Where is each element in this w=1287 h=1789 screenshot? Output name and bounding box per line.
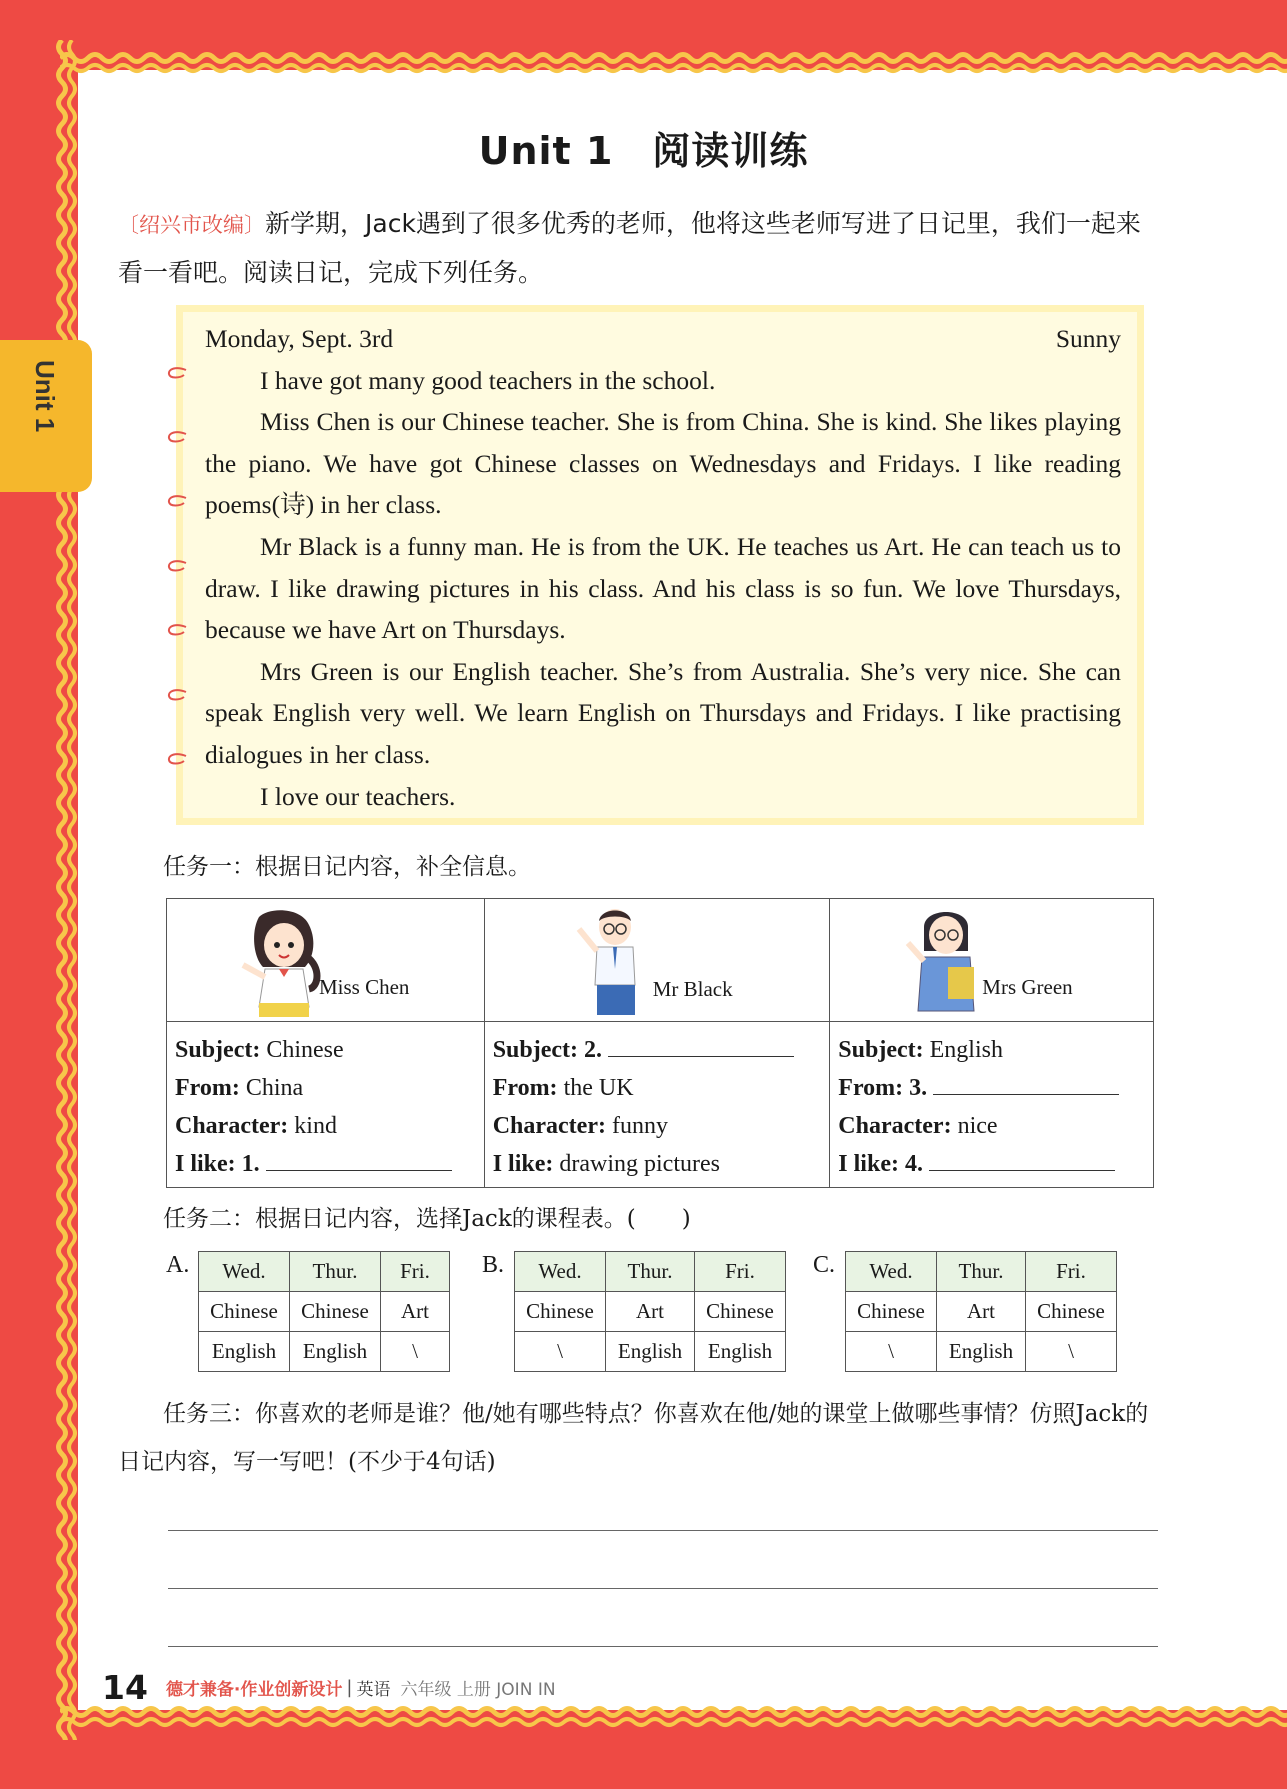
fact-label: Subject: bbox=[175, 1037, 261, 1063]
teacher-facts-cell bbox=[830, 1022, 1154, 1188]
footer-separator: | bbox=[346, 1677, 353, 1698]
fact-like bbox=[175, 1145, 476, 1183]
intro-text: 新学期，Jack遇到了很多优秀的老师，他将这些老师写进了日记里，我们一起来看一看吧。阅读日记，完成下列任务。 bbox=[118, 209, 1141, 287]
fact-label: Character: bbox=[838, 1113, 952, 1139]
option-c-table bbox=[845, 1251, 1117, 1372]
sched-cell: Art bbox=[381, 1292, 450, 1332]
fact-label: Character: bbox=[492, 1113, 606, 1139]
sched-cell: English bbox=[937, 1332, 1026, 1372]
sched-cell: \ bbox=[381, 1332, 450, 1372]
sched-header: Fri. bbox=[695, 1252, 786, 1292]
option-c-letter[interactable]: C. bbox=[813, 1252, 836, 1278]
fact-value: English bbox=[929, 1037, 1003, 1063]
diary-paragraph: Miss Chen is our Chinese teacher. She is from China. She is kind. She likes playing the piano. We have got Chinese classes on Wednesdays and Fridays. I like reading poems(诗) in her class. bbox=[205, 407, 1121, 520]
fact-label: I like: 4. bbox=[838, 1151, 923, 1177]
fact-label: I like: bbox=[492, 1151, 554, 1177]
option-a-table bbox=[198, 1251, 450, 1372]
binder-ring-icon bbox=[166, 689, 188, 703]
fact-subject bbox=[838, 1031, 1145, 1069]
sched-cell: \ bbox=[846, 1332, 937, 1372]
diary-paragraph: Mr Black is a funny man. He is from the UK. He teaches us Art. He can teach us to draw. I like drawing pictures in his class. And his class is so fun. We love Thursdays, because we have Art on Thursdays. bbox=[205, 531, 1121, 645]
diary-date: Monday, Sept. 3rd bbox=[205, 324, 394, 353]
writing-line[interactable] bbox=[168, 1530, 1158, 1531]
sched-cell: Chinese bbox=[290, 1292, 381, 1332]
binder-ring-icon bbox=[166, 367, 188, 381]
fact-label: I like: 1. bbox=[175, 1151, 260, 1177]
sched-cell: English bbox=[199, 1332, 290, 1372]
task3-label: 任务三：你喜欢的老师是谁？他/她有哪些特点？你喜欢在他/她的课堂上做哪些事情？仿照Jack的日记内容，写一写吧！(不少于4句话) bbox=[118, 1401, 1149, 1475]
teacher-figure-cell bbox=[484, 899, 830, 1022]
binder-ring-icon bbox=[166, 560, 188, 574]
fact-value: Chinese bbox=[266, 1037, 344, 1063]
top-wave-border bbox=[60, 40, 1287, 80]
writing-line[interactable] bbox=[168, 1646, 1158, 1647]
binder-ring-icon bbox=[166, 753, 188, 767]
fact-label: From: bbox=[175, 1075, 240, 1101]
sched-header: Fri. bbox=[1026, 1252, 1117, 1292]
diary-paragraph: I love our teachers. bbox=[260, 781, 456, 811]
teacher-figure-cell bbox=[167, 899, 485, 1022]
fact-from bbox=[838, 1069, 1145, 1107]
fact-label: From: bbox=[492, 1075, 558, 1101]
footer-subject: 英语 bbox=[356, 1680, 391, 1700]
fact-label: Subject: bbox=[838, 1037, 924, 1063]
sched-cell: Art bbox=[606, 1292, 695, 1332]
sched-cell: English bbox=[290, 1332, 381, 1372]
fact-like bbox=[493, 1145, 822, 1183]
sched-cell: \ bbox=[515, 1332, 606, 1372]
diary-paragraph: Mrs Green is our English teacher. She’s from Australia. She’s very nice. She can speak English very well. We learn English on Thursdays and Fridays. I like practising dialogues in her class. bbox=[205, 656, 1121, 769]
girl-teacher-illustration bbox=[229, 907, 329, 1019]
sched-cell: Chinese bbox=[515, 1292, 606, 1332]
diary-weather: Sunny bbox=[1055, 324, 1121, 353]
page-title: Unit 1 阅读训练 bbox=[478, 129, 809, 173]
unit-side-tab-label: Unit 1 bbox=[30, 360, 60, 433]
sched-header: Fri. bbox=[381, 1252, 450, 1292]
fact-like bbox=[838, 1145, 1145, 1183]
sched-cell: Chinese bbox=[695, 1292, 786, 1332]
writing-line[interactable] bbox=[168, 1588, 1158, 1589]
fact-value: kind bbox=[294, 1113, 337, 1139]
teacher-info-table bbox=[166, 898, 1154, 1188]
diary-paragraph: I have got many good teachers in the school. bbox=[260, 365, 716, 395]
sched-header: Thur. bbox=[937, 1252, 1026, 1292]
answer-blank-4[interactable] bbox=[929, 1148, 1115, 1171]
fact-character bbox=[175, 1107, 476, 1145]
answer-blank-2[interactable] bbox=[608, 1034, 794, 1057]
option-b-letter[interactable]: B. bbox=[482, 1252, 505, 1278]
footer-grade: 六年级 上册 JOIN IN bbox=[400, 1680, 556, 1700]
sched-header: Wed. bbox=[515, 1252, 606, 1292]
sched-header: Wed. bbox=[199, 1252, 290, 1292]
sched-cell: Art bbox=[937, 1292, 1026, 1332]
binder-ring-icon bbox=[166, 495, 188, 509]
option-a-letter[interactable]: A. bbox=[166, 1252, 190, 1278]
sched-header: Wed. bbox=[846, 1252, 937, 1292]
task1-label: 任务一：根据日记内容，补全信息。 bbox=[163, 854, 531, 880]
fact-character bbox=[493, 1107, 822, 1145]
teacher-figure-cell bbox=[830, 899, 1154, 1022]
footer-brand: 德才兼备·作业创新设计 bbox=[165, 1680, 343, 1700]
fact-label: Character: bbox=[175, 1113, 289, 1139]
fact-label: From: 3. bbox=[838, 1075, 928, 1101]
fact-label: Subject: 2. bbox=[492, 1037, 603, 1063]
binder-ring-icon bbox=[166, 431, 188, 445]
intro-source: 〔绍兴市改编〕 bbox=[118, 213, 265, 237]
sched-header: Thur. bbox=[290, 1252, 381, 1292]
fact-from bbox=[493, 1069, 822, 1107]
sched-cell: English bbox=[606, 1332, 695, 1372]
answer-blank-1[interactable] bbox=[266, 1148, 452, 1171]
fact-value: the UK bbox=[563, 1075, 634, 1101]
sched-cell: \ bbox=[1026, 1332, 1117, 1372]
fact-from bbox=[175, 1069, 476, 1107]
task2-label: 任务二：根据日记内容，选择Jack的课程表。( ) bbox=[163, 1206, 691, 1232]
left-wave-border bbox=[48, 40, 88, 1740]
binder-ring-icon bbox=[166, 624, 188, 638]
sched-header: Thur. bbox=[606, 1252, 695, 1292]
page-footer bbox=[102, 1668, 556, 1707]
option-b-table bbox=[514, 1251, 786, 1372]
sched-cell: Chinese bbox=[199, 1292, 290, 1332]
sched-cell: Chinese bbox=[1026, 1292, 1117, 1332]
woman-teacher-illustration bbox=[898, 907, 988, 1017]
sched-cell: English bbox=[695, 1332, 786, 1372]
teacher-facts-cell bbox=[484, 1022, 830, 1188]
sched-cell: Chinese bbox=[846, 1292, 937, 1332]
diary-text bbox=[205, 318, 1121, 817]
teacher-name: Miss Chen bbox=[319, 975, 410, 999]
teacher-name: Mrs Green bbox=[982, 975, 1073, 999]
fact-subject bbox=[493, 1031, 822, 1069]
unit-side-tab bbox=[0, 340, 92, 492]
answer-blank-3[interactable] bbox=[933, 1072, 1119, 1095]
man-teacher-illustration bbox=[571, 905, 651, 1021]
fact-value: funny bbox=[611, 1113, 668, 1139]
fact-value: nice bbox=[957, 1113, 998, 1139]
teacher-name: Mr Black bbox=[652, 977, 733, 1001]
teacher-facts-cell bbox=[167, 1022, 485, 1188]
fact-value: China bbox=[245, 1075, 304, 1101]
fact-subject bbox=[175, 1031, 476, 1069]
fact-character bbox=[838, 1107, 1145, 1145]
diary-header bbox=[205, 318, 1121, 360]
intro-paragraph bbox=[118, 200, 1163, 297]
fact-value: drawing pictures bbox=[559, 1151, 720, 1177]
page-number: 14 bbox=[102, 1668, 148, 1707]
